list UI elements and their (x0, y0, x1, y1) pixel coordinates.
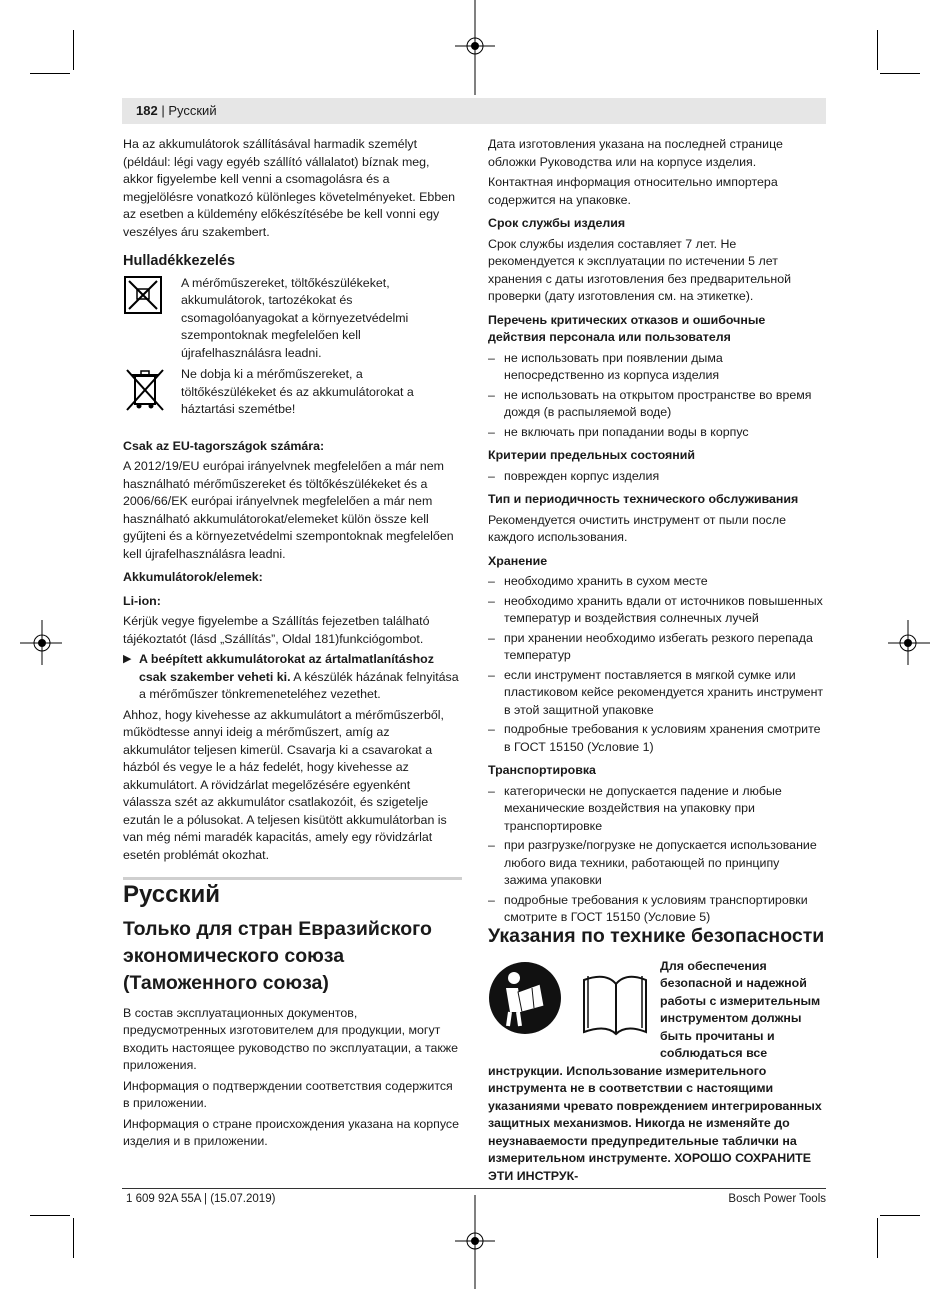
storage-heading: Хранение (488, 553, 548, 568)
crossed-bin-icon (123, 366, 167, 414)
list-item: – не использовать на открытом пространстве во время дождя (в распыляемой воде) (488, 387, 824, 422)
crop-mark (30, 1215, 70, 1216)
crop-mark (877, 1218, 878, 1258)
limits-list (488, 468, 824, 486)
left-column (123, 136, 459, 867)
maintenance-text: Рекомендуется очистить инструмент от пыли после каждого использования. (488, 512, 786, 544)
eaeu-subtitle: Только для стран Евразийского экономического союза (Таможенного союза) (123, 917, 432, 994)
crop-mark (880, 73, 920, 74)
safety-section (488, 925, 826, 1185)
ru-paragraph-1: В состав эксплуатационных документов, предусмотренных изготовителем для продукции, могут входить настоящее руководство по эксплуатации, а также приложения. (123, 1005, 459, 1072)
safety-top-row (488, 954, 826, 1063)
list-item: – категорически не допускается падение и любые механические воздействия на упаковку при транспортировке (488, 783, 824, 836)
crop-mark (877, 30, 878, 70)
read-manual-icon (488, 954, 654, 1046)
crop-mark (73, 30, 74, 70)
page-number: 182 (136, 103, 158, 118)
triangle-bullet-icon: ▶ (123, 653, 132, 665)
maintenance-heading: Тип и периодичность технического обслуживания (488, 492, 799, 506)
list-item: – необходимо хранить вдали от источников повышенных температур и воздействия солнечных лучей (488, 593, 824, 628)
section-rule (123, 877, 462, 880)
eu-heading: Csak az EU-tagországok számára: (123, 438, 325, 453)
disposal-text-2: Ne dobja ki a mérőműszereket, a töltőkészülékeket és az akkumulátorokat a háztartási szemétbe! (181, 367, 414, 416)
footer-rule (122, 1188, 826, 1189)
warning-item (123, 651, 459, 704)
registration-mark-right (888, 620, 930, 665)
ru-paragraph-2: Информация о подтверждении соответствия содержится в приложении. (123, 1078, 453, 1110)
removal-text: Ahhoz, hogy kivehesse az akkumulátort a mérőműszerből, működtesse annyi ideig a mérőműszert, amíg az akkumulátor teljesen kimerül. Csavarja ki a csavarokat a házból és vegye le a ház fedelét, hogy kivehesse az akkumulátort. A rövidzárlat megelőzésére egyenként válassza szét az akkumulátor csatlakozóit, és szigetelje ezután le a pólusokat. A teljesen kisütött akkumulátorban is van még némi maradék kapacitás, amely egy rövidzárlat esetén problémát okozhat. (123, 707, 447, 862)
batteries-heading: Akkumulátorok/elemek: (123, 570, 263, 584)
failures-list (488, 350, 824, 442)
crop-mark (880, 1215, 920, 1216)
importer-text: Контактная информация относительно импортера содержится на упаковке. (488, 175, 778, 207)
disposal-text-1: A mérőműszereket, töltőkészülékeket, akkumulátorok, tartozékokat és csomagolóanyagokat a környezetvédelmi szempontoknak megfelelően kell újrafelhasználásra leadni. (181, 275, 409, 360)
warning-bold: A beépített akkumulátorokat az ártalmatlanításhoz csak szakember veheti ki. (139, 652, 434, 684)
list-item: – подробные требования к условиям хранения смотрите в ГОСТ 15150 (Условие 1) (488, 721, 824, 756)
header-separator: | (161, 103, 165, 118)
safety-text-rest: инструкции. Использование измерительного инструмента не в соответствии с настоящими указаниями чревато повреждением интегрированных защитных механизмов. Никогда не изменяйте до неузнаваемости предупредительные таблички на измерительном инструменте. ХОРОШО СОХРАНИТЕ ЭТИ ИНСТРУК- (488, 1063, 822, 1183)
list-item: – подробные требования к условиям транспортировки смотрите в ГОСТ 15150 (Условие 5) (488, 892, 824, 927)
list-item: – не включать при попадании воды в корпус (488, 424, 824, 442)
ru-paragraph-3: Информация о стране происхождения указана на корпусе изделия и в приложении. (123, 1116, 459, 1148)
disposal-heading: Hulladékkezelés (123, 253, 236, 269)
page-header (136, 103, 217, 118)
list-item: – если инструмент поставляется в мягкой сумке или пластиковом кейсе рекомендуется хранить инструмент в этой защитной упаковке (488, 667, 824, 720)
recycle-packaging-icon (123, 275, 163, 315)
disposal-row-1 (123, 275, 459, 363)
transport-list (488, 783, 824, 927)
storage-list (488, 573, 824, 756)
service-life-text: Срок службы изделия составляет 7 лет. Не рекомендуется к эксплуатации по истечении 5 лет хранения с даты изготовления без предварительной проверки (дату изготовления см. на этикетке). (488, 236, 792, 303)
eu-text: A 2012/19/EU európai irányelvnek megfelelően a már nem használható mérőműszereket és töltőkészülékeket és a 2006/66/EK európai irányelvnek megfelelően a már nem használható akkumulátorokat/elemeket külön össze kell gyűjteni és a környezetvédelmi szempontoknak megfelelően kell újrafelhasználásra leadni. (123, 459, 454, 561)
disposal-row-2 (123, 366, 459, 420)
safety-title: Указания по технике безопасности (488, 925, 825, 947)
list-item: – необходимо хранить в сухом месте (488, 573, 824, 591)
crop-mark (73, 1218, 74, 1258)
list-item: – при разгрузке/погрузке не допускается использование любого вида техники, работающей по принципу зажима упаковки (488, 837, 824, 890)
warning-rest: A készülék házának felnyitása a mérőműszer tönkremeneteléhez vezethet. (139, 669, 459, 701)
list-item: – при хранении необходимо избегать резкого перепада температур (488, 630, 824, 665)
safety-text-side: Для обеспечения безопасной и надежной работы с измерительным инструментом должны быть прочитаны и соблюдаться все (660, 958, 821, 1060)
transport-heading: Транспортировка (488, 763, 596, 777)
registration-mark-left (20, 620, 62, 665)
right-column (488, 136, 824, 930)
transport-intro: Ha az akkumulátorok szállításával harmadik személyt (például: légi vagy egyéb szállító vállalatot) bíznak meg, akkor figyelembe kell venni a csomagolásra és a megjelölésre vonatkozó különleges követelményeket. Ebben az esetben a küldemény előkészítésébe be kell vonni egy veszélyes áru szakembert. (123, 137, 455, 239)
doc-id: 1 609 92A 55A | (15.07.2019) (126, 1193, 276, 1205)
page-header-bar (122, 98, 826, 124)
list-item: – не использовать при появлении дыма непосредственно из корпуса изделия (488, 350, 824, 385)
brand-name: Bosch Power Tools (728, 1193, 826, 1205)
crop-mark (30, 73, 70, 74)
failures-heading: Перечень критических отказов и ошибочные действия персонала или пользователя (488, 312, 766, 344)
russian-section (123, 881, 459, 1154)
manufacture-date-text: Дата изготовления указана на последней странице обложки Руководства или на корпусе изделия. (488, 137, 783, 169)
registration-mark-bottom (455, 1195, 495, 1289)
service-life-heading: Срок службы изделия (488, 216, 626, 230)
liion-heading: Li-ion: (123, 593, 161, 608)
list-item: – поврежден корпус изделия (488, 468, 824, 486)
limits-heading: Критерии предельных состояний (488, 448, 695, 462)
header-language: Русский (168, 103, 217, 118)
registration-mark-top (455, 0, 495, 95)
section-title-russian: Русский (123, 881, 220, 908)
liion-text: Kérjük vegye figyelembe a Szállítás fejezetben található tájékoztatót (lásd „Szállítás”, Oldal 181)funkciógombot. (123, 614, 430, 646)
